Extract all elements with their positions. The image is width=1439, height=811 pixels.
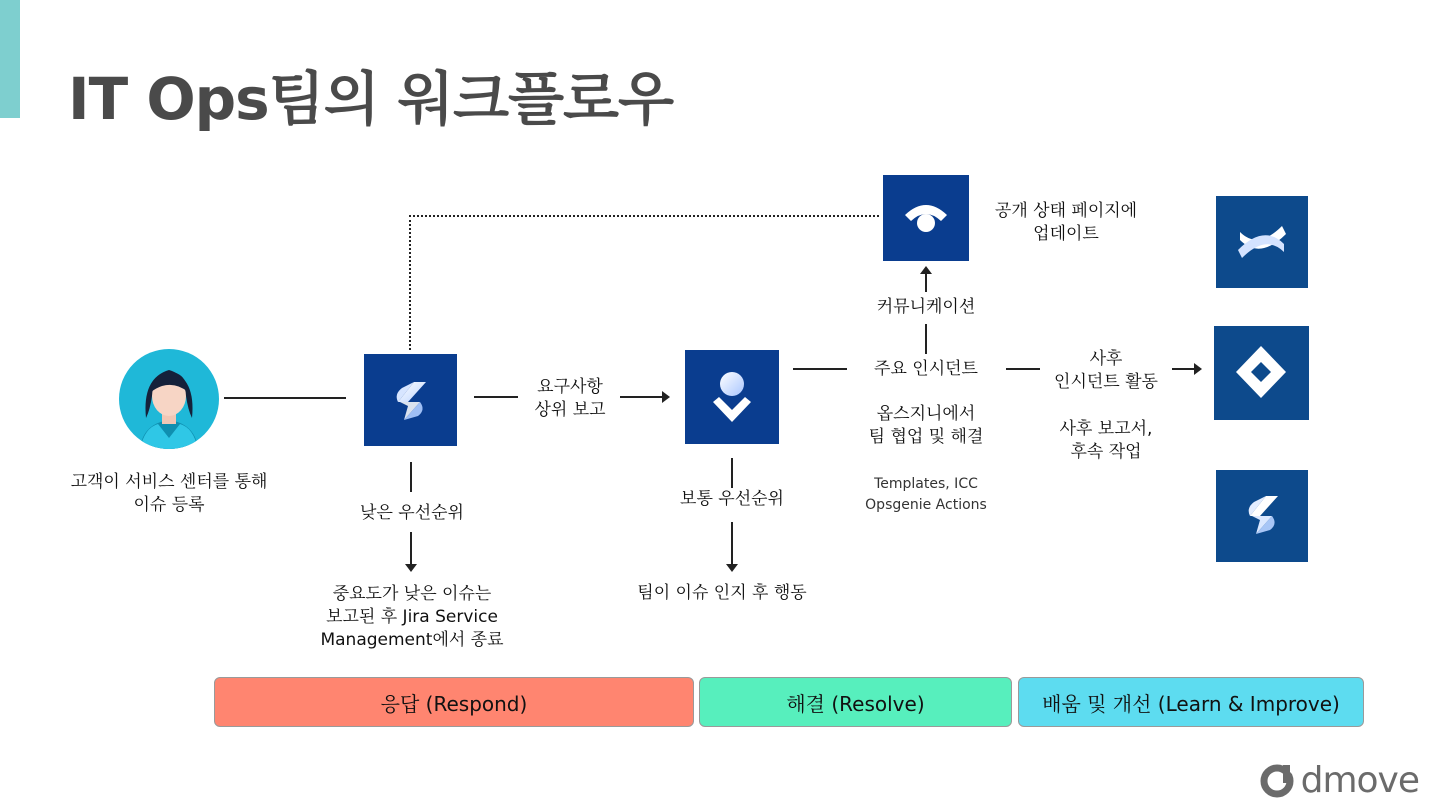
dotted-connector-horizontal	[409, 215, 879, 217]
customer-label-line1: 고객이 서비스 센터를 통해	[70, 472, 268, 492]
post-incident-label	[1040, 348, 1172, 394]
page-title: IT Ops팀의 워크플로우	[68, 65, 674, 133]
customer-avatar-icon	[118, 348, 220, 450]
customer-label	[40, 471, 298, 517]
phase-resolve-label: 해결 (Resolve)	[786, 691, 925, 716]
major-incident-label: 주요 인시던트	[874, 359, 978, 379]
templates-line2: Opsgenie Actions	[865, 497, 987, 513]
brand-name: dmove	[1300, 760, 1419, 801]
status-page-line2: 업데이트	[1033, 224, 1099, 244]
opsgenie-icon	[685, 350, 779, 444]
connector-comm-statuspage	[925, 272, 927, 292]
opsgenie-collab-line1: 옵스지니에서	[876, 404, 976, 424]
phase-learn-label: 배움 및 개선 (Learn & Improve)	[1042, 691, 1340, 716]
connector-major-post	[1006, 368, 1040, 370]
templates-line1: Templates, ICC	[874, 476, 978, 492]
connector-low-result	[410, 532, 412, 566]
templates-label	[846, 474, 1006, 516]
phase-learn	[1018, 677, 1364, 727]
normal-priority-label: 보통 우선순위	[680, 489, 784, 509]
escalate-label	[520, 376, 620, 422]
connector-major-comm	[925, 324, 927, 354]
phase-respond-label: 응답 (Respond)	[380, 691, 528, 716]
low-result-line2: 보고된 후 Jira Service	[326, 607, 498, 627]
confluence-icon	[1216, 196, 1308, 288]
arrow-right-icon	[1194, 363, 1202, 375]
brand-logo	[1259, 760, 1419, 801]
phase-respond	[214, 677, 694, 727]
arrow-down-icon	[726, 564, 738, 572]
phase-resolve	[699, 677, 1012, 727]
opsgenie-collab-label	[846, 403, 1006, 449]
connector-jsm-escalate	[474, 396, 518, 398]
post-incident-line1: 사후	[1089, 349, 1123, 369]
communication-label: 커뮤니케이션	[876, 297, 976, 317]
jira-service-management-icon	[364, 354, 457, 446]
low-result-line1: 중요도가 낮은 이슈는	[332, 584, 492, 604]
opsgenie-collab-line2: 팀 협업 및 해결	[868, 427, 984, 447]
status-page-line1: 공개 상태 페이지에	[994, 201, 1138, 221]
connector-normal-result	[731, 522, 733, 566]
post-report-line2: 후속 작업	[1070, 442, 1142, 462]
dotted-connector-vertical	[409, 215, 411, 350]
arrow-up-icon	[920, 266, 932, 274]
arrow-down-icon	[405, 564, 417, 572]
connector-post-tools	[1172, 368, 1196, 370]
connector-jsm-low	[410, 462, 412, 492]
statuspage-icon	[883, 175, 969, 261]
arrow-right-icon	[662, 391, 670, 403]
customer-label-line2: 이슈 등록	[133, 495, 205, 515]
escalate-line2: 상위 보고	[534, 400, 606, 420]
jira-software-icon	[1214, 326, 1309, 420]
dmove-logo-icon	[1259, 763, 1295, 799]
connector-opsgenie-major	[793, 368, 847, 370]
post-report-line1: 사후 보고서,	[1059, 419, 1153, 439]
low-priority-label: 낮은 우선순위	[360, 503, 464, 523]
low-priority-result	[290, 583, 534, 652]
post-report-label	[1040, 418, 1172, 464]
connector-customer-jsm	[224, 397, 346, 399]
normal-priority-result: 팀이 이슈 인지 후 행동	[637, 583, 807, 603]
status-page-label	[980, 200, 1152, 246]
post-incident-line2: 인시던트 활동	[1054, 372, 1158, 392]
accent-bar	[0, 0, 20, 118]
connector-opsgenie-normal	[731, 458, 733, 488]
low-result-line3: Management에서 종료	[320, 630, 504, 650]
jira-service-management-icon	[1216, 470, 1308, 562]
connector-escalate-opsgenie	[620, 396, 664, 398]
escalate-line1: 요구사항	[537, 377, 603, 397]
